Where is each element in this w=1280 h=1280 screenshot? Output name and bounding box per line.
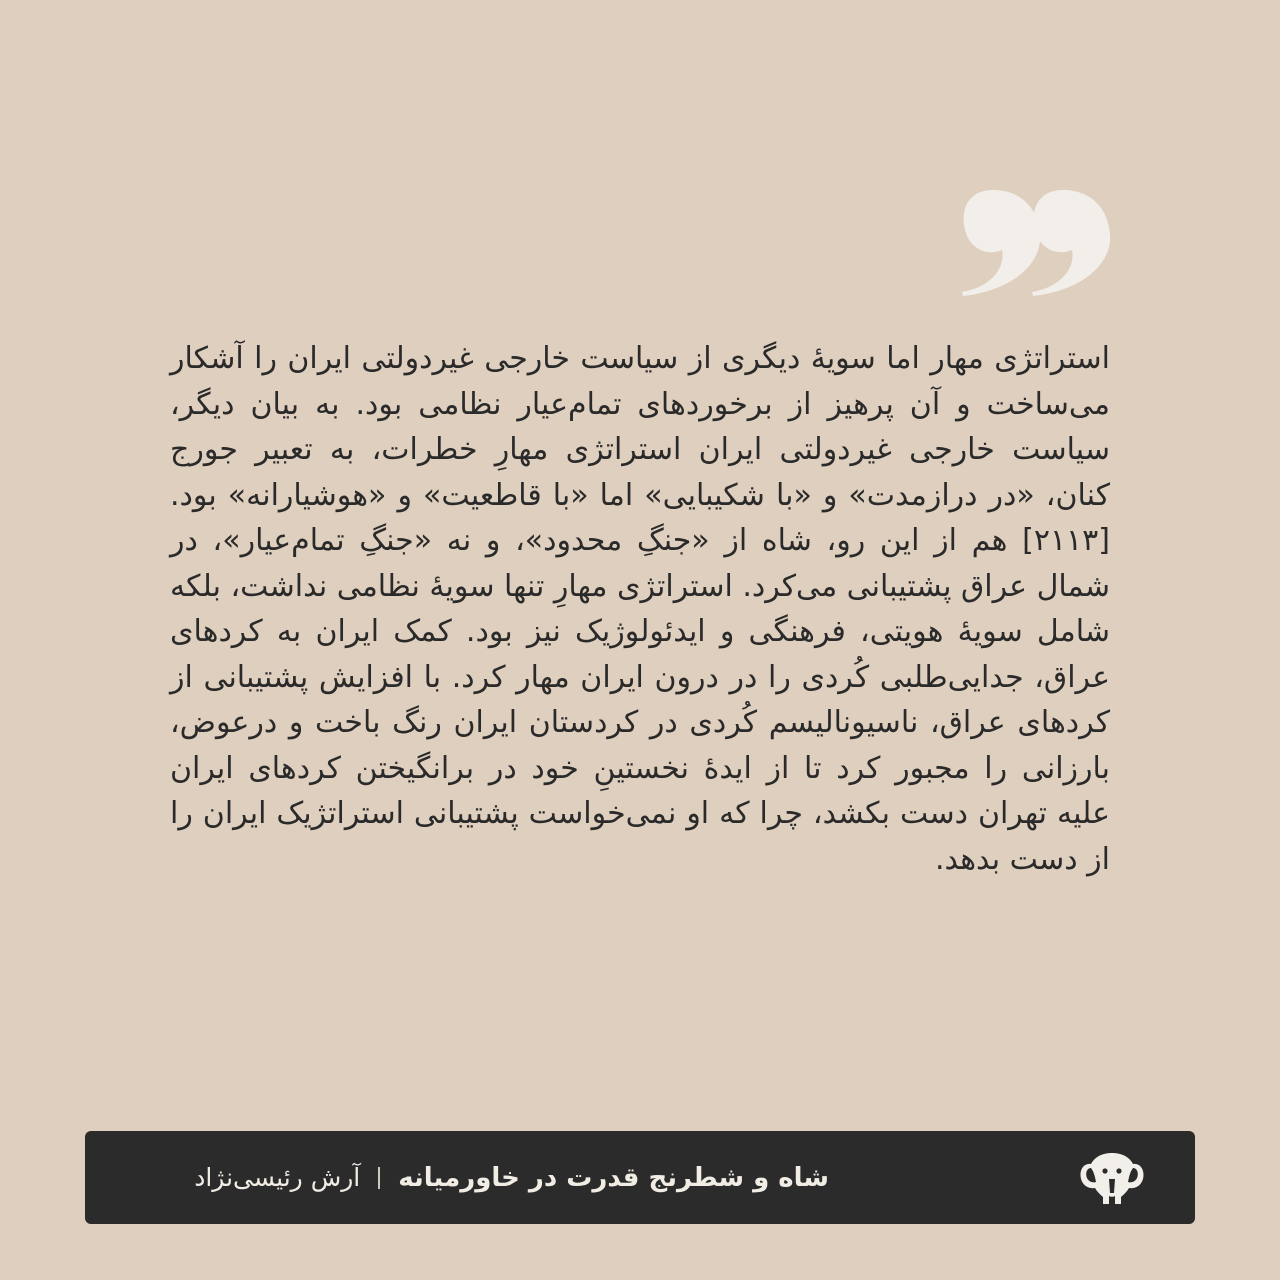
author-name: آرش رئیسی‌نژاد xyxy=(194,1163,361,1192)
elephant-logo-icon xyxy=(1079,1149,1145,1207)
book-title: شاه و شطرنج قدرت در خاورمیانه xyxy=(398,1162,829,1193)
footer-bar xyxy=(85,1131,1195,1224)
separator xyxy=(378,1167,380,1189)
quote-icon xyxy=(960,180,1120,300)
footer-text xyxy=(194,1131,829,1224)
quote-text: استراتژی مهار اما سویهٔ دیگری از سیاست خارجی غیردولتی ایران را آشکار می‌ساخت و آن پرهیز از برخوردهای تمام‌عیار نظامی بود. به بیان دیگر، سیاست خارجی غیردولتی ایران استراتژی مهارِ خطرات، به تعبیر جورج کنان، «در درازمدت» و «با شکیبایی» اما «با قاطعیت» و «هوشیارانه» بود.[۲۱۱۳] هم از این رو، شاه از «جنگِ محدود»، و نه «جنگِ تمام‌عیار»، در شمال عراق پشتیبانی می‌کرد. استراتژی مهارِ تنها سویهٔ نظامی نداشت، بلکه شامل سویهٔ هویتی، فرهنگی و ایدئولوژیک نیز بود. کمک ایران به کردهای عراق، جدایی‌طلبی کُردی را در درون ایران مهار کرد. با افزایش پشتیبانی از کردهای عراق، ناسیونالیسم کُردی در کردستان ایران رنگ باخت و درعوض، بارزانی را مجبور کرد تا از ایدهٔ نخستینِ خود در برانگیختن کردهای ایران علیه تهران دست بکشد، چرا که او نمی‌خواست پشتیبانی استراتژیک ایران را از دست بدهد. xyxy=(170,341,1110,877)
